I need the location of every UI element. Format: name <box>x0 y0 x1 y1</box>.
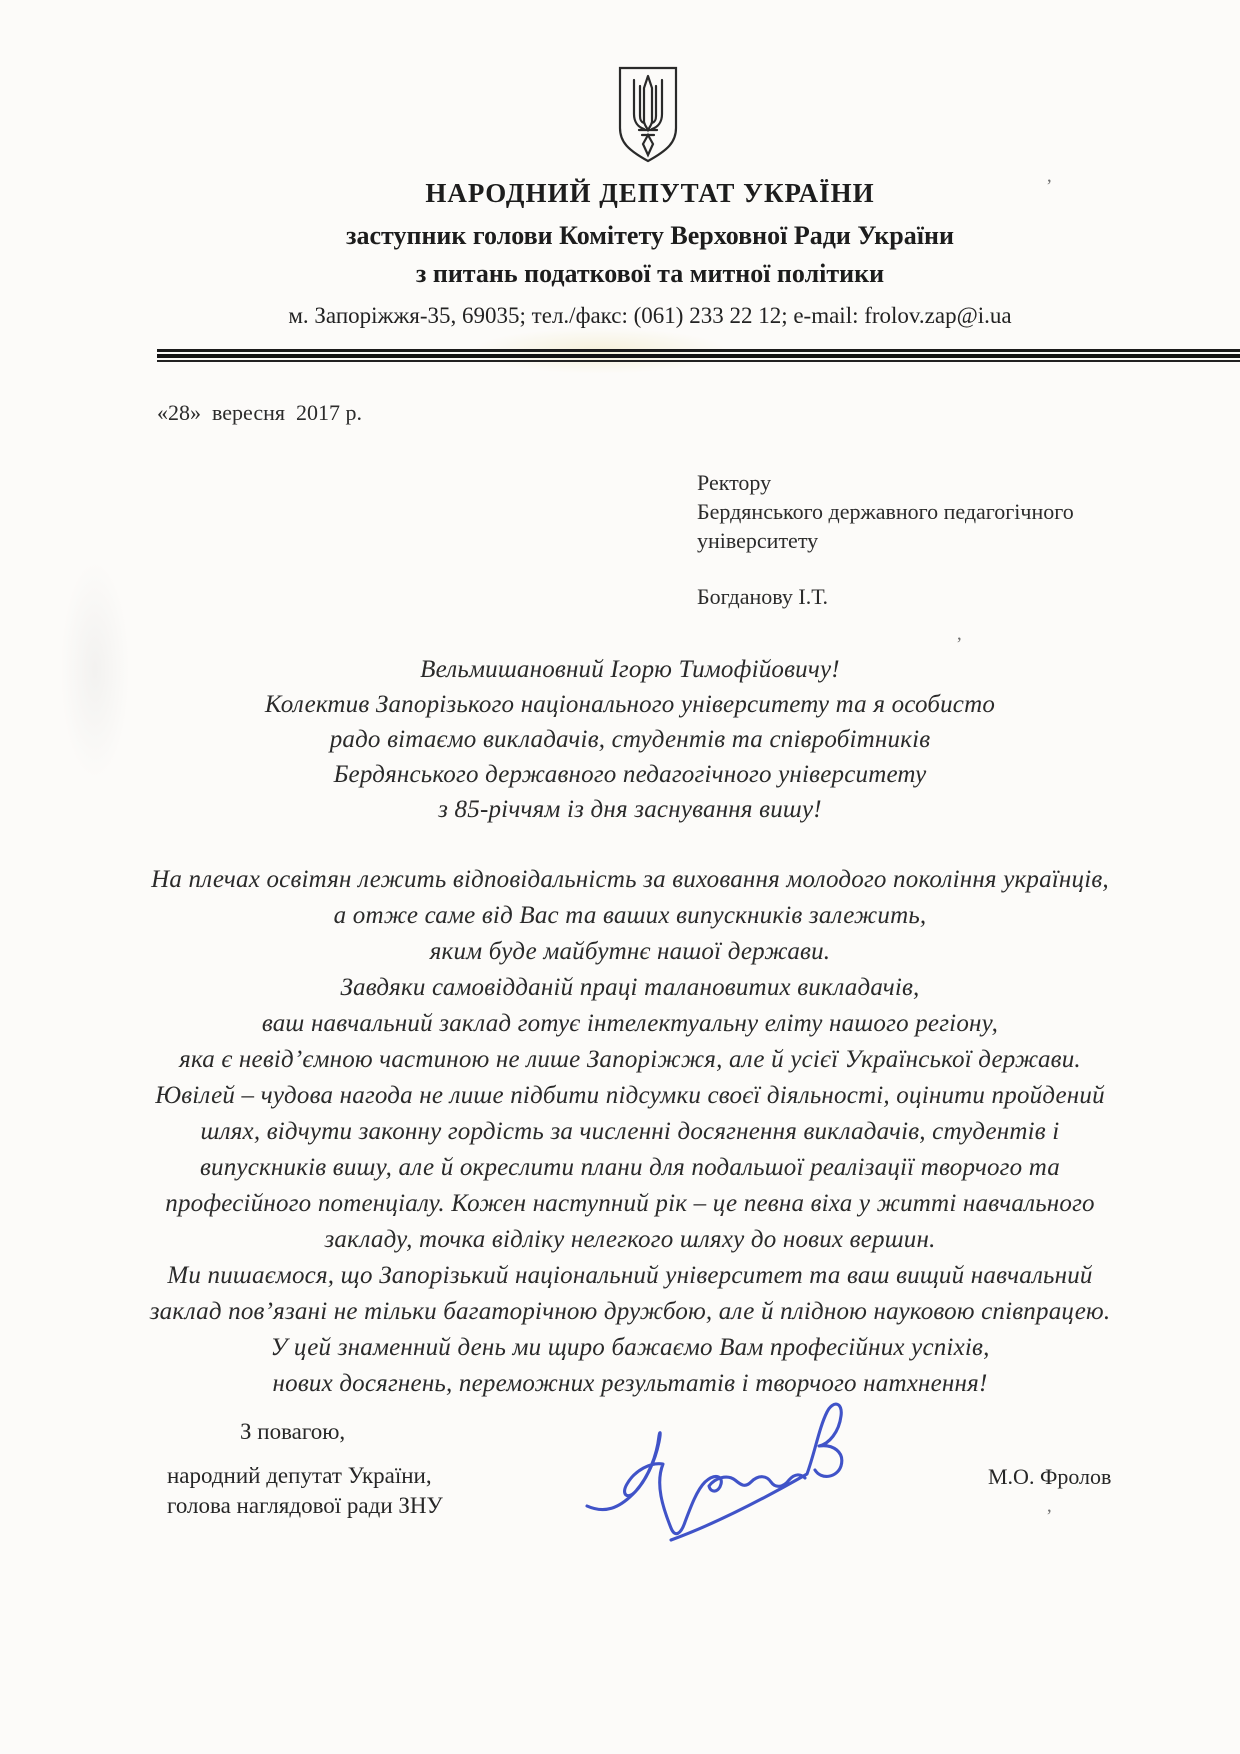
letter-date: «28» вересня 2017 р. <box>157 400 362 425</box>
greeting-block <box>120 652 1140 827</box>
letterhead-subtitle-2: з питань податкової та митної політики <box>415 259 885 288</box>
scan-speck: ’ <box>1046 176 1053 197</box>
signoff-respect: З повагою, <box>240 1419 346 1444</box>
addressee-block <box>697 468 1074 555</box>
addressee-line: Бердянського державного педагогічного <box>697 499 1074 524</box>
signoff-position-block <box>167 1461 443 1521</box>
scan-speck: ’ <box>1046 1506 1053 1527</box>
body-line: яким буде майбутнє нашої держави. <box>429 938 831 965</box>
double-rule-divider <box>157 349 1240 362</box>
handwritten-signature <box>575 1388 875 1548</box>
greeting-line: Колектив Запорізького національного університету та я особисто <box>264 691 996 718</box>
body-line: заклад пов’язані не тільки багаторічною дружбою, але й плідною науковою співпрацею. <box>149 1298 1111 1325</box>
scan-speck: ’ <box>956 634 963 655</box>
greeting-line: Бердянського державного педагогічного університету <box>333 761 927 788</box>
body-line: На плечах освітян лежить відповідальність за виховання молодого покоління українців, <box>151 866 1109 893</box>
letterhead-subtitle-1: заступник голови Комітету Верховної Ради України <box>346 221 954 250</box>
body-line: закладу, точка відліку нелегкого шляху до нових вершин. <box>324 1226 936 1253</box>
body-line: яка є невід’ємною частиною не лише Запоріжжя, але й усієї Української держави. <box>179 1046 1081 1073</box>
letter-body <box>115 862 1145 1402</box>
greeting-line: з 85-річчям із дня заснування вишу! <box>438 796 822 823</box>
body-line: Ювілей – чудова нагода не лише підбити підсумки своєї діяльності, оцінити пройдений <box>155 1082 1105 1109</box>
addressee-line: університету <box>697 528 819 553</box>
body-line: Завдяки самовідданій праці талановитих викладачів, <box>340 974 920 1001</box>
letterhead-contact-line: м. Запоріжжя-35, 69035; тел./факс: (061) 233 22 12; e-mail: frolov.zap@i.ua <box>288 303 1012 328</box>
body-line: професійного потенціалу. Кожен наступний рік – це певна віха у житті навчального <box>165 1190 1095 1217</box>
body-line: випускників вишу, але й окреслити плани для подальшої реалізації творчого та <box>199 1154 1061 1181</box>
body-line: Ми пишаємося, що Запорізький національний університет та ваш вищий навчальний <box>167 1262 1093 1289</box>
body-line: ваш навчальний заклад готує інтелектуальну еліту нашого регіону, <box>261 1010 999 1037</box>
body-line: шлях, відчути законну гордість за численні досягнення викладачів, студентів і <box>200 1118 1060 1145</box>
body-line: а отже саме від Вас та ваших випускників залежить, <box>333 902 927 929</box>
greeting-line: радо вітаємо викладачів, студентів та співробітників <box>329 726 931 753</box>
body-line: нових досягнень, переможних результатів і творчого натхнення! <box>272 1370 988 1397</box>
body-line: У цей знаменний день ми щиро бажаємо Вам професійних успіхів, <box>270 1334 990 1361</box>
signer-name: М.О. Фролов <box>988 1464 1112 1489</box>
signoff-position-line: голова наглядової ради ЗНУ <box>167 1493 443 1518</box>
addressee-name: Богданову І.Т. <box>697 584 828 609</box>
greeting-line: Вельмишановний Ігорю Тимофійовичу! <box>420 656 840 683</box>
letterhead-title: НАРОДНИЙ ДЕПУТАТ УКРАЇНИ <box>425 178 875 208</box>
tryzub-emblem-icon <box>616 64 680 166</box>
signoff-position-line: народний депутат України, <box>167 1463 432 1488</box>
addressee-line: Ректору <box>697 470 772 495</box>
